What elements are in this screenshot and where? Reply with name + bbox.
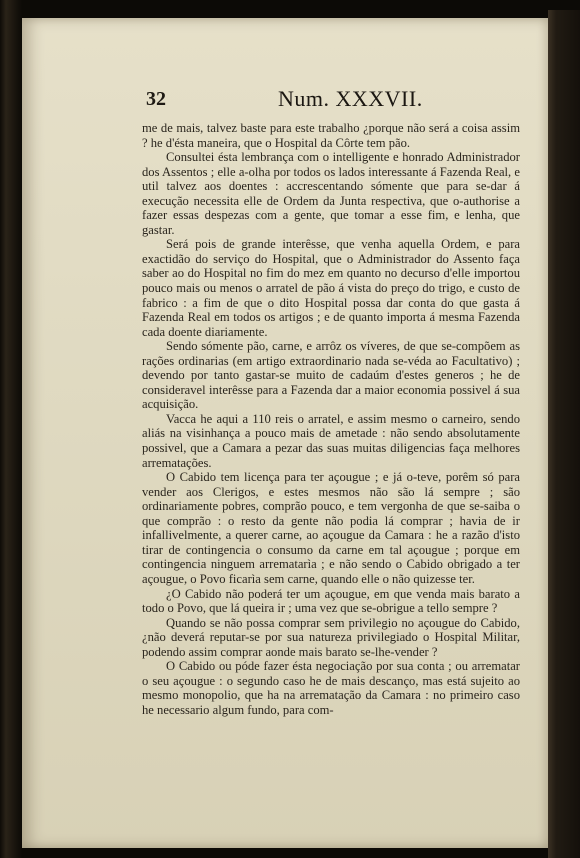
paragraph: Consultei ésta lembrança com o intelligente e honrado Administrador dos Assentos ; elle a-olha por todos os lados interessante á Fazenda Real, e util talvez aos doentes : accrescentando sómente que para se-dar á execução necessita elle de Ordem da Junta respectiva, que o-authorise a fazer essas despezas com a gente, que tomar a esse fim, e lenha, que gastar. <box>142 150 520 237</box>
body-text <box>142 121 520 717</box>
paragraph: ¿O Cabido não poderá ter um açougue, em que venda mais barato a todo o Povo, que lá queira ir ; uma vez que se-obrigue a tello sempre ? <box>142 586 520 616</box>
paragraph: Vacca he aqui a 110 reis o arratel, e assim mesmo o carneiro, sendo aliás na visinhança a pouco mais de ametade : não sendo absolutamente possivel, que a Camara a pezar das suas muitas diligencias faça melhores arrematações. <box>142 411 520 470</box>
paragraph: Será pois de grande interêsse, que venha aquella Ordem, e para exactidão do serviço do Hospital, que o Administrador do Assento faça saber ao do Hospital no fim do mez em quanto no decurso d'elle importou pouco mais ou menos o arratel de pão á vista do preço do trigo, e custo de fabrico : a fim de que o dito Hospital possa dar conta do que gasta á Fazenda Real em todos os artigos ; e de quanto importa á mesma Fazenda cada doente diariamente. <box>142 237 520 339</box>
paragraph: Quando se não possa comprar sem privilegio no açougue do Cabido, ¿não deverá reputar-se por sua natureza privilegiado o Hospital Militar, podendo assim comprar aonde mais barato se-lhe-vender ? <box>142 615 520 659</box>
paragraph: Sendo sómente pão, carne, e arrôz os víveres, de que se-compõem as rações ordinarias (em artigo extraordinario nada se-véda ao Facultativo) ; devendo por tanto gastar-se muito de cadaúm d'estes generos ; he de consideravel interêsse para a Fazenda dar a maior economia possivel á sua acquisição. <box>142 339 520 412</box>
page-number: 32 <box>146 88 166 110</box>
paragraph: O Cabido ou póde fazer ésta negociação por sua conta ; ou arrematar o seu açougue : o segundo caso he de mais descanço, mas está sujeito ao mesmo monopolio, que ha na arrematação da Camara : no primeiro caso he necessario algum fundo, para com- <box>142 659 520 717</box>
running-head: Num. XXXVII. <box>278 86 423 111</box>
page-header <box>146 84 446 118</box>
paragraph: O Cabido tem licença para ter açougue ; e já o-teve, porêm só para vender aos Clerigos, e estes mesmos não são lá sempre ; são ordinariamente pobres, comprão pouco, e tem vergonha de que se-saiba o que comprão : o resto da gente não podia lá comprar ; havia de ir infallivelmente, a querer carne, ao açougue da Camara : he a razão d'isto tirar de contingencia o consumo da carne em tal açougue ; porque em contingencia ninguem arrematarìa ; e não sendo o Cabido obrigado a ter açougue, o Povo ficarìa sem carne, quando elle o não quizesse ter. <box>142 470 520 586</box>
paragraph: me de mais, talvez baste para este trabalho ¿porque não será a coisa assim ? he d'ésta maneira, que o Hospital da Côrte tem pão. <box>142 121 520 150</box>
book-edge <box>548 10 580 858</box>
